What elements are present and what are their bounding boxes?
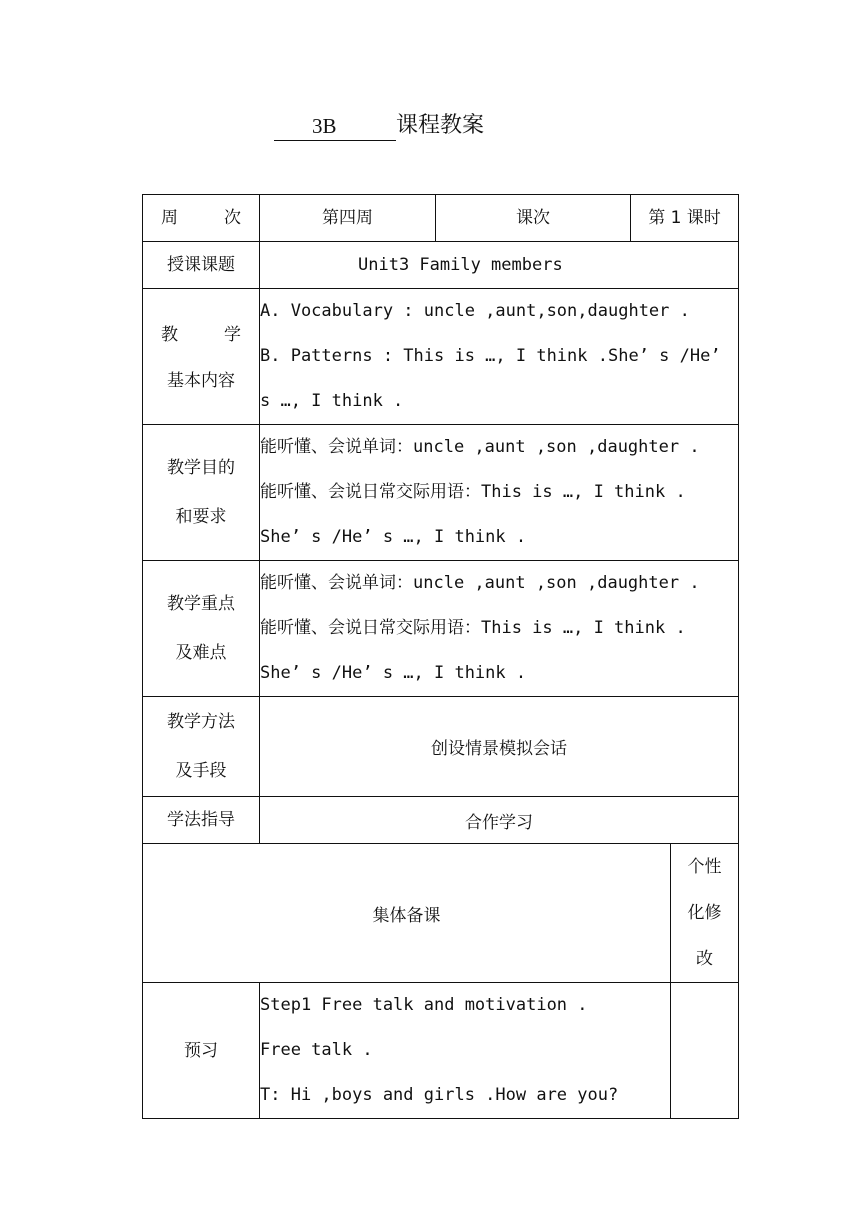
- collective-label: 集体备课: [143, 844, 671, 983]
- goals-line-2: 能听懂、会说日常交际用语：This is …, I think .: [260, 482, 686, 502]
- content-line-3: s …, I think .: [260, 391, 404, 411]
- goals-label-line2: 和要求: [175, 506, 227, 527]
- content-value: [260, 289, 739, 425]
- preview-line-1: Step1 Free talk and motivation .: [260, 995, 588, 1015]
- document-title: 课程教案: [396, 113, 485, 138]
- preview-label: 预习: [143, 983, 260, 1119]
- goals-line-3: She’ s /He’ s …, I think .: [260, 527, 527, 547]
- content-label-right: 学: [224, 324, 241, 345]
- focus-line-2: 能听懂、会说日常交际用语：This is …, I think .: [260, 618, 686, 638]
- content-label-left: 教: [161, 324, 178, 345]
- lesson-plan-table: [142, 194, 739, 1119]
- week-label-right: 次: [224, 208, 241, 228]
- content-label-cell: [143, 289, 260, 425]
- week-value: 第四周: [260, 195, 436, 242]
- preview-value: [260, 983, 671, 1119]
- topic-label: 授课课题: [143, 242, 260, 289]
- row-goals: [143, 425, 739, 561]
- content-line-1: A. Vocabulary : uncle ,aunt,son,daughter .: [260, 301, 690, 321]
- week-label-left: 周: [161, 208, 178, 228]
- row-method: [143, 697, 739, 797]
- content-line-2: B. Patterns : This is …, I think .She’ s /He’: [260, 346, 721, 366]
- lesson-value: 第 1 课时: [631, 195, 739, 242]
- preview-revision-cell: [671, 983, 739, 1119]
- class-code: 3B: [312, 114, 337, 138]
- method-label-line1: 教学方法: [167, 711, 235, 732]
- preview-line-3: T: Hi ,boys and girls .How are you?: [260, 1085, 619, 1105]
- goals-label: [143, 425, 260, 561]
- focus-label-line2: 及难点: [175, 642, 227, 663]
- row-week: [143, 195, 739, 242]
- method-value: 创设情景模拟会话: [260, 697, 739, 797]
- row-topic: [143, 242, 739, 289]
- goals-value: [260, 425, 739, 561]
- personal-revision-line2: 化修: [687, 903, 722, 923]
- goals-label-line1: 教学目的: [167, 457, 235, 478]
- row-focus: [143, 561, 739, 697]
- guidance-label: 学法指导: [143, 797, 260, 844]
- personal-revision-line3: 改: [696, 949, 713, 969]
- week-label-cell: [143, 195, 260, 242]
- guidance-value: 合作学习: [260, 797, 739, 844]
- focus-label: [143, 561, 260, 697]
- content-label-line2: 基本内容: [167, 370, 235, 391]
- row-preview: [143, 983, 739, 1119]
- row-content: [143, 289, 739, 425]
- lesson-label: 课次: [436, 195, 631, 242]
- method-label: [143, 697, 260, 797]
- preview-line-2: Free talk .: [260, 1040, 373, 1060]
- focus-label-line1: 教学重点: [167, 593, 235, 614]
- focus-line-1: 能听懂、会说单词：uncle ,aunt ,son ,daughter .: [260, 573, 700, 593]
- focus-value: [260, 561, 739, 697]
- topic-value: Unit3 Family members: [260, 242, 739, 289]
- personal-revision-line1: 个性: [687, 857, 722, 877]
- personal-revision-label: [671, 844, 739, 983]
- focus-line-3: She’ s /He’ s …, I think .: [260, 663, 527, 683]
- method-label-line2: 及手段: [175, 760, 227, 781]
- row-guidance: [143, 797, 739, 844]
- row-collective: [143, 844, 739, 983]
- goals-line-1: 能听懂、会说单词：uncle ,aunt ,son ,daughter .: [260, 437, 700, 457]
